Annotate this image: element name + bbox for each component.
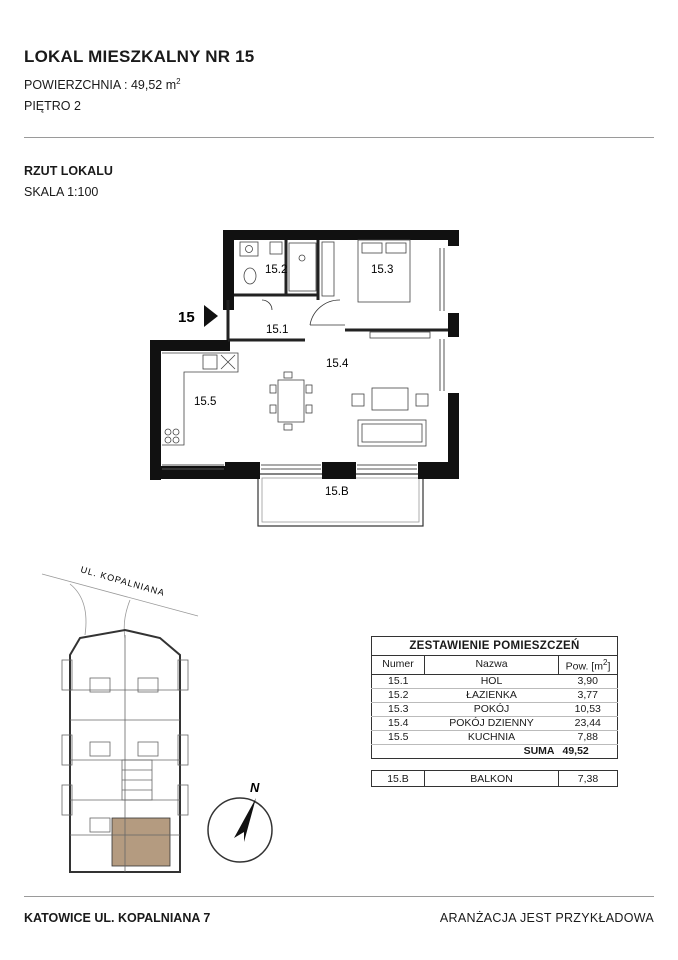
rooms-table-title: ZESTAWIENIE POMIESZCZEŃ xyxy=(372,637,618,656)
bed xyxy=(322,240,410,302)
balcony-outline xyxy=(258,474,423,526)
page-title: LOKAL MIESZKALNY NR 15 xyxy=(24,47,255,66)
room-label-15-4: 15.4 xyxy=(326,358,349,370)
room-label-15-b: 15.B xyxy=(325,486,349,498)
sum-value: 49,52 xyxy=(559,744,618,758)
col-name: Nazwa xyxy=(425,656,559,675)
plan-heading: RZUT LOKALU xyxy=(24,164,113,178)
room-label-15-5: 15.5 xyxy=(194,396,217,408)
col-area: Pow. $[m^2]$ xyxy=(559,656,618,675)
table-row: 15.4 POKÓJ DZIENNY 23,44 xyxy=(372,716,618,730)
highlighted-unit xyxy=(112,818,170,866)
col-number: Numer xyxy=(372,656,425,675)
balcony-table xyxy=(371,770,618,787)
table-row: 15.2 ŁAZIENKA 3,77 xyxy=(372,688,618,702)
entry-arrow-icon xyxy=(204,305,218,327)
rooms-table xyxy=(371,636,618,759)
unit-marker: 15 xyxy=(178,309,195,326)
room-label-15-2: 15.2 xyxy=(265,264,288,276)
table-row: 15.3 POKÓJ 10,53 xyxy=(372,702,618,716)
street-label: UL. KOPALNIANA xyxy=(79,564,167,599)
plan-scale: SKALA 1:100 xyxy=(24,185,99,199)
north-label: N xyxy=(250,780,260,795)
windows xyxy=(162,248,444,469)
balcony-inner xyxy=(262,478,419,522)
footer-note: ARANŻACJA JEST PRZYKŁADOWA xyxy=(439,911,654,925)
divider-bottom xyxy=(24,896,654,897)
table-sum-row xyxy=(372,744,618,758)
table-row: 15.1 HOL 3,90 xyxy=(372,674,618,688)
area-unit-sup: 2 xyxy=(176,77,181,86)
sum-label: SUMA xyxy=(425,744,559,758)
room-label-15-3: 15.3 xyxy=(371,264,394,276)
living-furniture xyxy=(270,332,430,446)
table-row: 15.B BALKON 7,38 xyxy=(372,771,618,787)
site-plan xyxy=(30,560,340,890)
footer-address: KATOWICE UL. KOPALNIANA 7 xyxy=(24,911,211,925)
floor-info: PIĘTRO 2 xyxy=(24,99,81,113)
room-label-15-1: 15.1 xyxy=(266,324,289,336)
doors xyxy=(262,300,345,325)
area-label: POWIERZCHNIA : 49,52 m xyxy=(24,78,177,93)
table-row: 15.5 KUCHNIA 7,88 xyxy=(372,730,618,744)
walls xyxy=(150,230,459,480)
north-arrow-icon xyxy=(234,798,256,842)
